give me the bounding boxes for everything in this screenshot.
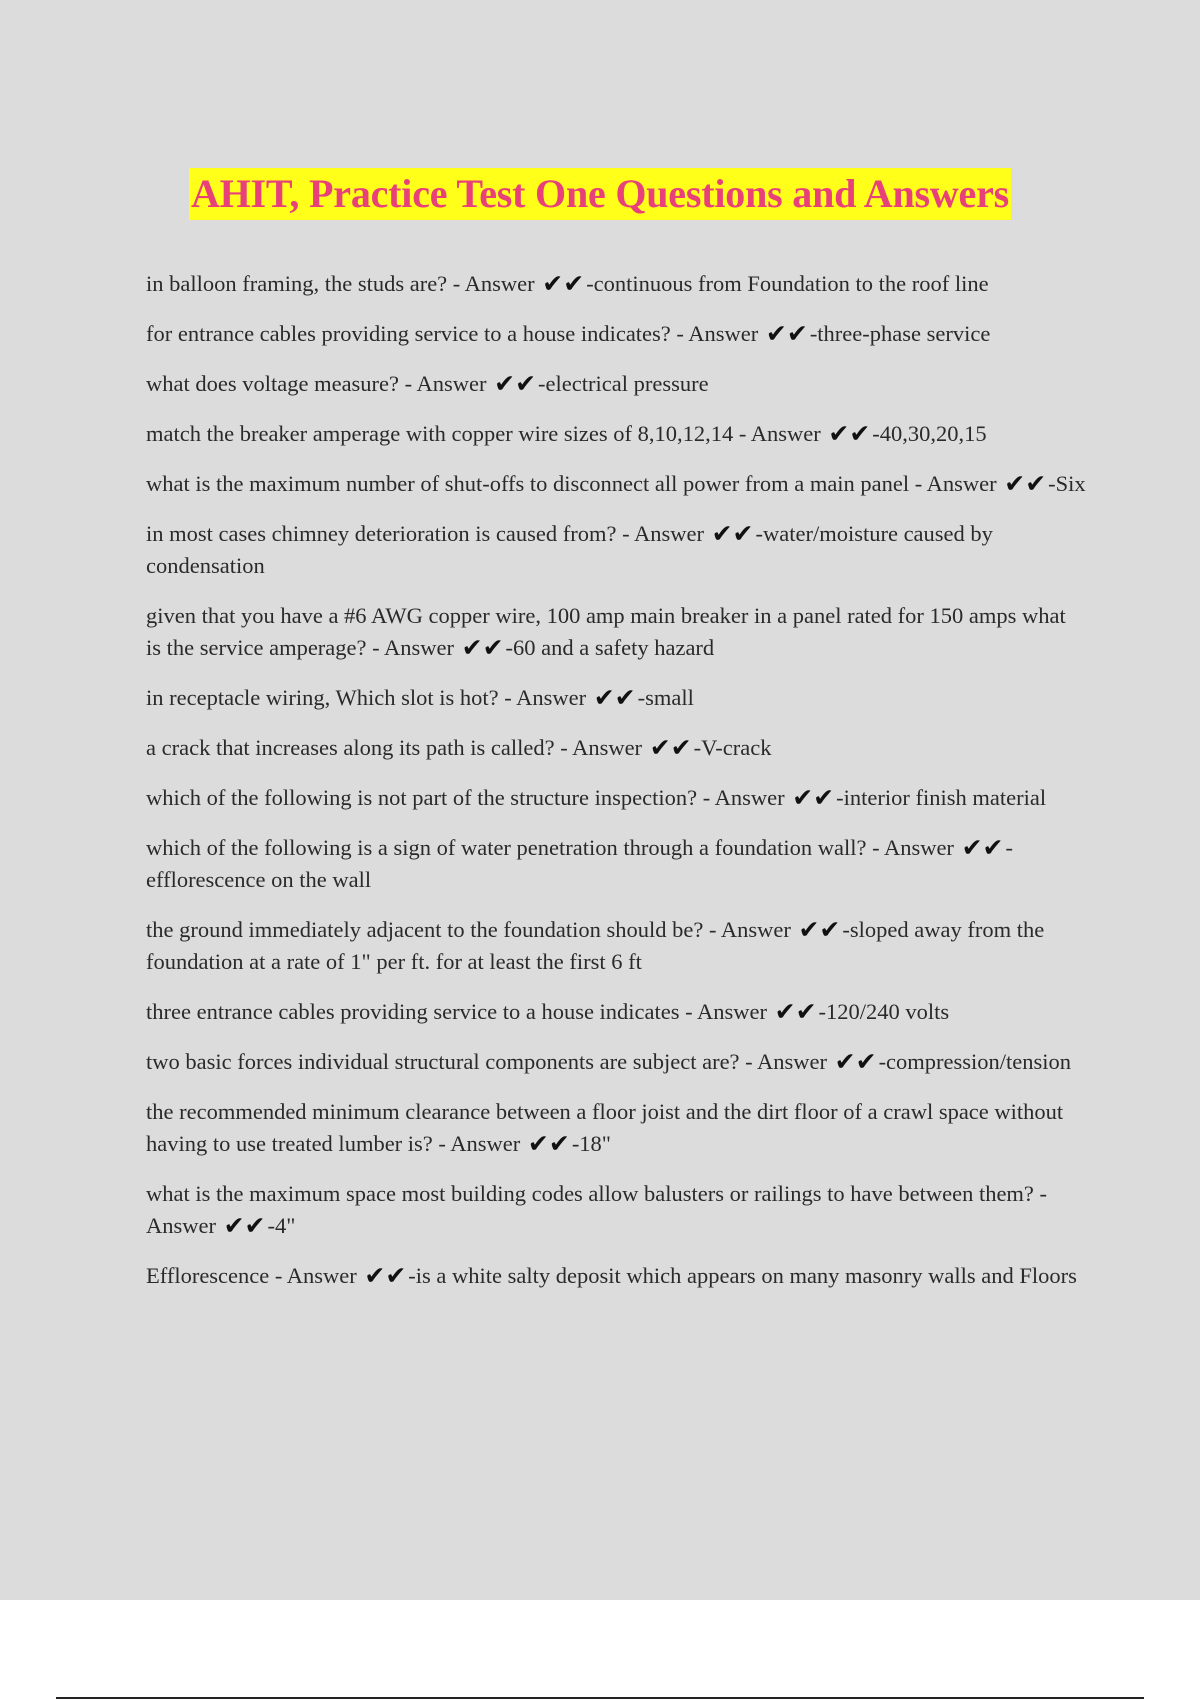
qa-item xyxy=(146,1046,1086,1078)
answer-text: -60 and a safety hazard xyxy=(505,635,715,660)
double-check-icon: ✔✔ xyxy=(792,783,835,812)
answer-text: -Six xyxy=(1048,471,1086,496)
answer-text: -is a white salty deposit which appears on many masonry walls and Floors xyxy=(408,1263,1077,1288)
answer-text: -small xyxy=(637,685,694,710)
double-check-icon: ✔✔ xyxy=(649,733,692,762)
qa-item xyxy=(146,1178,1086,1242)
double-check-icon: ✔✔ xyxy=(364,1261,407,1290)
qa-list xyxy=(146,268,1086,1310)
qa-item xyxy=(146,996,1086,1028)
answer-text: -water/moisture caused by condensation xyxy=(146,521,993,578)
double-check-icon: ✔✔ xyxy=(542,269,585,298)
double-check-icon: ✔✔ xyxy=(765,319,808,348)
double-check-icon: ✔✔ xyxy=(494,369,537,398)
question-text: given that you have a #6 AWG copper wire, 100 amp main breaker in a panel rated for 150 amps what is the service amperage? - Answer xyxy=(146,603,1066,660)
qa-item xyxy=(146,1260,1086,1292)
question-text: what does voltage measure? - Answer xyxy=(146,371,493,396)
answer-text: -compression/tension xyxy=(878,1049,1072,1074)
qa-item xyxy=(146,782,1086,814)
question-text: which of the following is a sign of water penetration through a foundation wall? - Answer xyxy=(146,835,960,860)
question-text: in receptacle wiring, Which slot is hot? - Answer xyxy=(146,685,592,710)
double-check-icon: ✔✔ xyxy=(834,1047,877,1076)
question-text: a crack that increases along its path is called? - Answer xyxy=(146,735,648,760)
qa-item xyxy=(146,832,1086,896)
question-text: the ground immediately adjacent to the foundation should be? - Answer xyxy=(146,917,797,942)
qa-item xyxy=(146,600,1086,664)
double-check-icon: ✔✔ xyxy=(461,633,504,662)
answer-text: -continuous from Foundation to the roof line xyxy=(586,271,989,296)
question-text: which of the following is not part of the structure inspection? - Answer xyxy=(146,785,791,810)
answer-text: -interior finish material xyxy=(836,785,1047,810)
double-check-icon: ✔✔ xyxy=(223,1211,266,1240)
question-text: what is the maximum number of shut-offs to disconnect all power from a main panel - Answer xyxy=(146,471,1003,496)
double-check-icon: ✔✔ xyxy=(527,1129,570,1158)
question-text: two basic forces individual structural components are subject are? - Answer xyxy=(146,1049,833,1074)
answer-text: -18" xyxy=(571,1131,611,1156)
answer-text: -electrical pressure xyxy=(538,371,709,396)
document-title: AHIT, Practice Test One Questions and Answers xyxy=(189,168,1011,220)
question-text: three entrance cables providing service to a house indicates - Answer xyxy=(146,999,773,1024)
double-check-icon: ✔✔ xyxy=(774,997,817,1026)
answer-text: -4" xyxy=(267,1213,296,1238)
footer-rule xyxy=(56,1697,1144,1699)
qa-item xyxy=(146,368,1086,400)
qa-item xyxy=(146,268,1086,300)
double-check-icon: ✔✔ xyxy=(961,833,1004,862)
double-check-icon: ✔✔ xyxy=(798,915,841,944)
qa-item xyxy=(146,468,1086,500)
double-check-icon: ✔✔ xyxy=(1004,469,1047,498)
question-text: in most cases chimney deterioration is caused from? - Answer xyxy=(146,521,710,546)
answer-text: -sloped away from the foundation at a rate of 1" per ft. for at least the first 6 ft xyxy=(146,917,1045,974)
answer-text: -V-crack xyxy=(693,735,772,760)
qa-item xyxy=(146,418,1086,450)
double-check-icon: ✔✔ xyxy=(828,419,871,448)
double-check-icon: ✔✔ xyxy=(711,519,754,548)
qa-item xyxy=(146,914,1086,978)
question-text: Efflorescence - Answer xyxy=(146,1263,363,1288)
question-text: for entrance cables providing service to a house indicates? - Answer xyxy=(146,321,764,346)
qa-item xyxy=(146,518,1086,582)
question-text: in balloon framing, the studs are? - Answer xyxy=(146,271,541,296)
question-text: match the breaker amperage with copper wire sizes of 8,10,12,14 - Answer xyxy=(146,421,827,446)
title-container xyxy=(0,168,1200,220)
qa-item xyxy=(146,1096,1086,1160)
qa-item xyxy=(146,732,1086,764)
qa-item xyxy=(146,318,1086,350)
answer-text: -efflorescence on the wall xyxy=(146,835,1013,892)
answer-text: -120/240 volts xyxy=(818,999,950,1024)
double-check-icon: ✔✔ xyxy=(593,683,636,712)
answer-text: -40,30,20,15 xyxy=(872,421,987,446)
question-text: what is the maximum space most building codes allow balusters or railings to have between them? - Answer xyxy=(146,1181,1048,1238)
qa-item xyxy=(146,682,1086,714)
question-text: the recommended minimum clearance between a floor joist and the dirt floor of a crawl space without having to use treated lumber is? - Answer xyxy=(146,1099,1064,1156)
answer-text: -three-phase service xyxy=(809,321,991,346)
